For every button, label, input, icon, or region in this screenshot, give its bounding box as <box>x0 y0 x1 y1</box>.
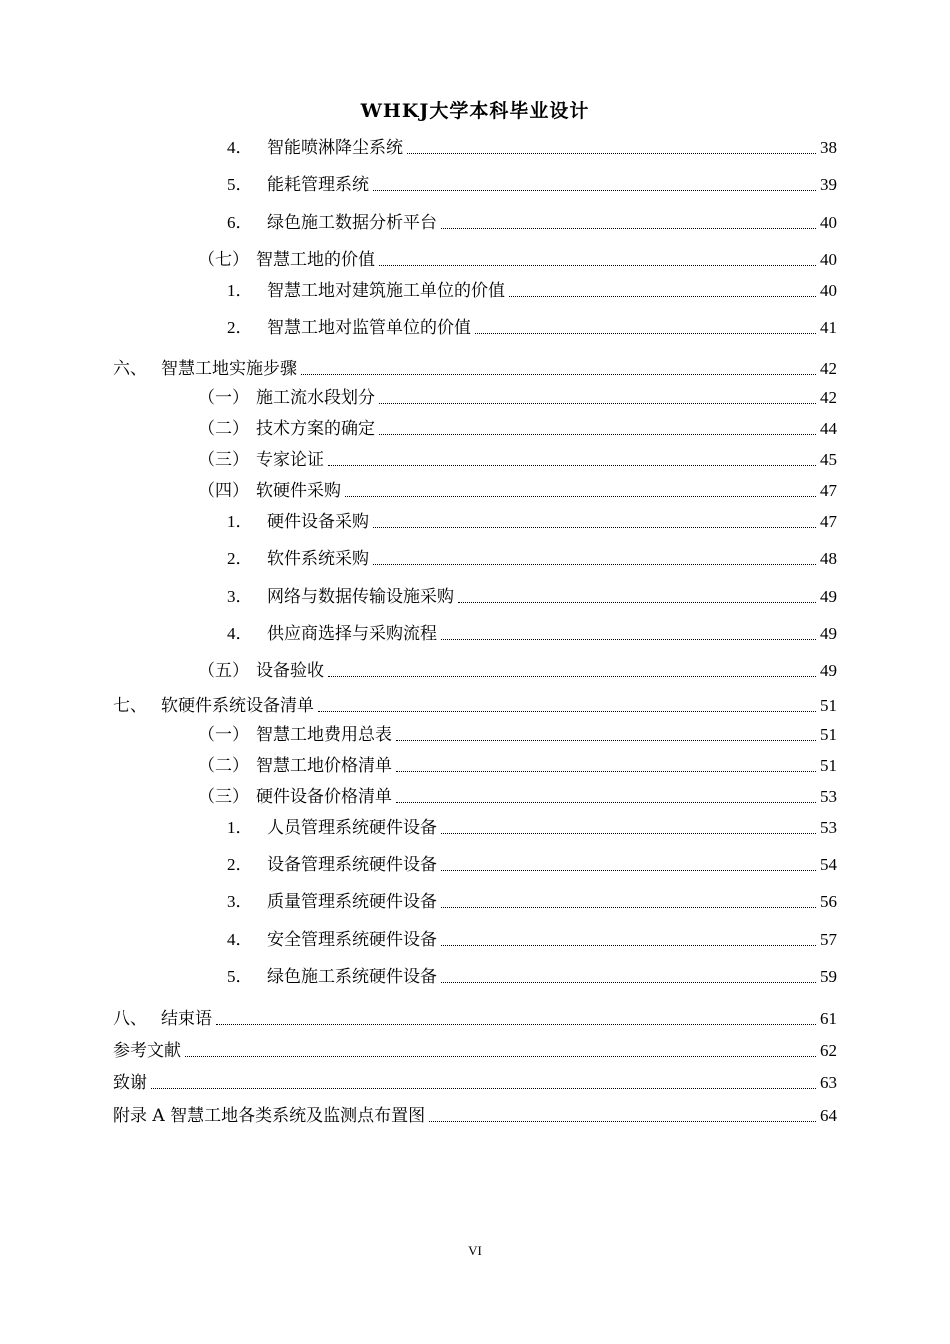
toc-entry-title: 施工流水段划分 <box>256 388 375 408</box>
toc-dot-leader <box>373 527 816 528</box>
toc-entry-title: 绿色施工数据分析平台 <box>267 213 437 233</box>
toc-entry-number: 2． <box>227 549 253 568</box>
toc-entry-page: 53 <box>820 787 837 806</box>
toc-entry-number: 1． <box>227 818 253 837</box>
toc-entry-page: 62 <box>820 1041 837 1060</box>
toc-entry-title: 软硬件系统设备清单 <box>161 696 314 716</box>
toc-entry[interactable] <box>227 816 837 840</box>
toc-entry-page: 63 <box>820 1073 837 1092</box>
toc-entry-title: 智慧工地对监管单位的价值 <box>267 318 471 338</box>
toc-dot-leader <box>185 1056 816 1057</box>
toc-entry-number: 4． <box>227 138 253 157</box>
page-number: VI <box>468 1243 482 1258</box>
toc-entry-page: 49 <box>820 587 837 606</box>
toc-entry-number: 2． <box>227 855 253 874</box>
toc-entry[interactable] <box>227 279 837 303</box>
toc-dot-leader <box>379 434 816 435</box>
toc-dot-leader <box>441 907 816 908</box>
toc-entry[interactable] <box>198 723 837 747</box>
toc-entry-title: 绿色施工系统硬件设备 <box>267 967 437 987</box>
toc-entry-title: 质量管理系统硬件设备 <box>267 892 437 912</box>
toc-entry[interactable] <box>198 448 837 472</box>
toc-dot-leader <box>396 802 816 803</box>
toc-entry-title: 结束语 <box>161 1009 212 1029</box>
toc-entry-title: 能耗管理系统 <box>267 175 369 195</box>
toc-entry-number: 八、 <box>113 1009 147 1029</box>
toc-entry[interactable] <box>198 479 837 503</box>
toc-entry[interactable] <box>198 248 837 272</box>
toc-entry[interactable] <box>198 659 837 683</box>
toc-dot-leader <box>216 1024 816 1025</box>
toc-entry-page: 59 <box>820 967 837 986</box>
toc-entry[interactable] <box>198 754 837 778</box>
toc-entry-page: 41 <box>820 318 837 337</box>
toc-entry-number: （一） <box>198 388 249 408</box>
toc-entry-page: 51 <box>820 725 837 744</box>
toc-entry-page: 40 <box>820 213 837 232</box>
toc-dot-leader <box>407 153 816 154</box>
toc-dot-leader <box>441 228 816 229</box>
toc-entry-page: 47 <box>820 512 837 531</box>
toc-entry-title: 智能喷淋降尘系统 <box>267 138 403 158</box>
toc-entry-number: （三） <box>198 787 249 807</box>
toc-dot-leader <box>318 711 816 712</box>
toc-entry[interactable] <box>227 173 837 197</box>
toc-dot-leader <box>441 639 816 640</box>
toc-dot-leader <box>429 1121 816 1122</box>
toc-entry-page: 51 <box>820 756 837 775</box>
toc-entry[interactable] <box>227 965 837 989</box>
toc-entry-page: 53 <box>820 818 837 837</box>
toc-entry[interactable] <box>113 694 837 718</box>
toc-entry[interactable] <box>113 1007 837 1031</box>
toc-entry-page: 44 <box>820 419 837 438</box>
toc-entry-number: （四） <box>198 481 249 501</box>
toc-entry[interactable] <box>227 316 837 340</box>
toc-entry-page: 39 <box>820 175 837 194</box>
toc-dot-leader <box>373 190 816 191</box>
toc-entry-page: 48 <box>820 549 837 568</box>
toc-dot-leader <box>441 982 816 983</box>
toc-entry-title: 硬件设备采购 <box>267 512 369 532</box>
toc-entry-number: （一） <box>198 725 249 745</box>
toc-entry[interactable] <box>227 136 837 160</box>
toc-entry-number: 1． <box>227 512 253 531</box>
toc-entry-page: 42 <box>820 388 837 407</box>
toc-entry-number: 6． <box>227 213 253 232</box>
toc-entry-number: 4． <box>227 624 253 643</box>
toc-entry-title: 致谢 <box>113 1073 147 1093</box>
toc-dot-leader <box>328 676 816 677</box>
toc-dot-leader <box>396 771 816 772</box>
toc-entry-page: 38 <box>820 138 837 157</box>
toc-dot-leader <box>396 740 816 741</box>
toc-entry-page: 54 <box>820 855 837 874</box>
toc-dot-leader <box>345 496 816 497</box>
toc-entry-title: 智慧工地对建筑施工单位的价值 <box>267 281 505 301</box>
toc-entry-title: 智慧工地的价值 <box>256 250 375 270</box>
toc-dot-leader <box>441 945 816 946</box>
toc-dot-leader <box>441 833 816 834</box>
toc-entry-title: 设备验收 <box>256 661 324 681</box>
toc-entry-number: 六、 <box>113 359 147 379</box>
toc-entry-page: 40 <box>820 250 837 269</box>
toc-dot-leader <box>458 602 816 603</box>
toc-entry[interactable] <box>198 785 837 809</box>
toc-entry-title: 技术方案的确定 <box>256 419 375 439</box>
toc-entry[interactable] <box>227 585 837 609</box>
toc-entry-number: 1． <box>227 281 253 300</box>
toc-entry-page: 49 <box>820 661 837 680</box>
toc-entry-number: 3． <box>227 892 253 911</box>
toc-entry-title: 智慧工地费用总表 <box>256 725 392 745</box>
toc-entry-page: 42 <box>820 359 837 378</box>
toc-entry[interactable] <box>227 211 837 235</box>
toc-entry-number: 5． <box>227 967 253 986</box>
toc-entry-page: 64 <box>820 1106 837 1125</box>
toc-entry[interactable] <box>227 853 837 877</box>
toc-entry[interactable] <box>227 890 837 914</box>
toc-entry[interactable] <box>198 386 837 410</box>
toc-entry-title: 设备管理系统硬件设备 <box>267 855 437 875</box>
toc-entry-page: 49 <box>820 624 837 643</box>
toc-entry-number: 3． <box>227 587 253 606</box>
toc-entry[interactable] <box>227 622 837 646</box>
toc-entry-title: 参考文献 <box>113 1041 181 1061</box>
toc-entry-title: 网络与数据传输设施采购 <box>267 587 454 607</box>
toc-entry-number: （二） <box>198 756 249 776</box>
toc-entry-page: 57 <box>820 930 837 949</box>
toc-dot-leader <box>379 403 816 404</box>
toc-entry-number: （二） <box>198 419 249 439</box>
toc-entry[interactable] <box>227 510 837 534</box>
toc-entry-title: 软硬件采购 <box>256 481 341 501</box>
toc-entry-title: 安全管理系统硬件设备 <box>267 930 437 950</box>
toc-dot-leader <box>373 564 816 565</box>
toc-entry[interactable] <box>113 357 837 381</box>
toc-entry-title: 供应商选择与采购流程 <box>267 624 437 644</box>
toc-entry-page: 40 <box>820 281 837 300</box>
toc-entry[interactable] <box>227 928 837 952</box>
toc-entry-title: 智慧工地实施步骤 <box>161 359 297 379</box>
toc-entry-title: 硬件设备价格清单 <box>256 787 392 807</box>
toc-entry[interactable] <box>113 1071 837 1095</box>
toc-entry[interactable] <box>113 1039 837 1063</box>
toc-dot-leader <box>379 265 816 266</box>
toc-dot-leader <box>441 870 816 871</box>
toc-entry-number: （三） <box>198 450 249 470</box>
toc-entry-number: （五） <box>198 661 249 681</box>
toc-dot-leader <box>328 465 816 466</box>
toc-dot-leader <box>151 1088 816 1089</box>
toc-dot-leader <box>475 333 816 334</box>
toc-entry-number: 5． <box>227 175 253 194</box>
toc-entry[interactable] <box>227 547 837 571</box>
toc-entry-page: 47 <box>820 481 837 500</box>
toc-entry-page: 61 <box>820 1009 837 1028</box>
toc-entry-number: 4． <box>227 930 253 949</box>
toc-entry-title: 人员管理系统硬件设备 <box>267 818 437 838</box>
toc-entry-number: 2． <box>227 318 253 337</box>
toc-entry[interactable] <box>113 1104 837 1128</box>
toc-entry-page: 51 <box>820 696 837 715</box>
toc-entry-page: 45 <box>820 450 837 469</box>
toc-entry-title: 附录 A 智慧工地各类系统及监测点布置图 <box>113 1106 426 1126</box>
toc-entry-title: 智慧工地价格清单 <box>256 756 392 776</box>
toc-entry-title: 软件系统采购 <box>267 549 369 569</box>
toc-entry-number: 七、 <box>113 696 147 716</box>
toc-entry-number: （七） <box>198 250 249 270</box>
page-header: WHKJ大学本科毕业设计 <box>360 100 590 122</box>
toc-entry-page: 56 <box>820 892 837 911</box>
toc-entry[interactable] <box>198 417 837 441</box>
toc-dot-leader <box>301 374 816 375</box>
toc-dot-leader <box>509 296 816 297</box>
toc-entry-title: 专家论证 <box>256 450 324 470</box>
